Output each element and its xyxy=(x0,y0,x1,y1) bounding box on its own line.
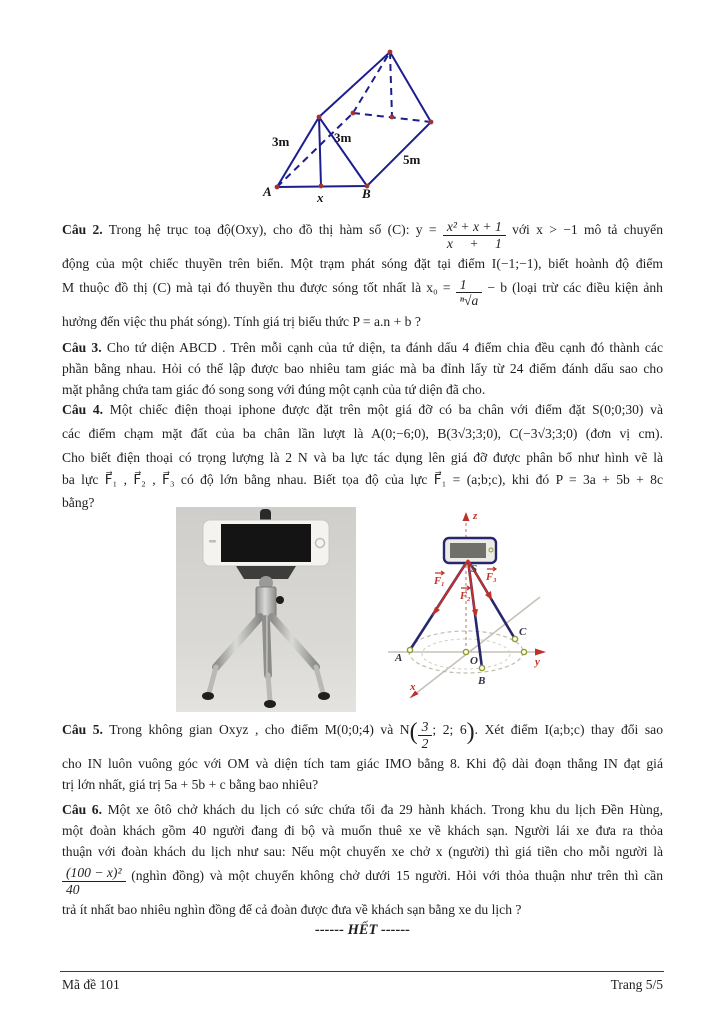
label-B: B xyxy=(478,675,486,687)
question-6-line-3: thuận với đoàn khách du lịch như sau: Nếu một chuyến xe chở x (người) thì giá tiền cho mỗi người là xyxy=(62,844,663,859)
question-3-line-3: mặt phẳng chứa tam giác đó song song với đúng một cạnh của tứ diện đã cho. xyxy=(62,382,486,397)
prism-label-3m-mid: 3m xyxy=(334,130,352,145)
question-4-line-3: Cho biết điện thoại có trọng lượng là 2 N và ba lực tác dụng lên giá đỡ được phân bố như hình vẽ là xyxy=(62,449,663,465)
label-S: S xyxy=(471,563,478,575)
photo-side-knob xyxy=(276,596,284,604)
question-6-line-5: trả ít nhất bao nhiêu nghìn đồng để cả đoàn được đưa về khách sạn bằng xe du lịch ? xyxy=(62,901,522,917)
diagram-force-vectors xyxy=(434,560,490,614)
question-6-line-2: một đoàn khách gồm 40 người đang đi bộ và muốn thuê xe về khách sạn. Người lái xe đưa ra thỏa xyxy=(62,823,663,838)
photo-phone-screen xyxy=(221,524,311,562)
question-4-line-2: các điểm chạm mặt đất của ba chân lần lượt là A(0;−6;0), B(3√3;3;0), C(−3√3;3;0) (đơn vị cm). xyxy=(62,425,663,441)
label-O: O xyxy=(470,655,478,667)
diagram-z-arrow xyxy=(463,512,470,521)
paren-close: ) xyxy=(466,719,475,745)
label-F1: F₁ xyxy=(434,576,445,587)
question-2 xyxy=(62,216,663,332)
footer-exam-code: Mã đề 101 xyxy=(62,977,120,992)
label-z-axis: z xyxy=(473,510,478,522)
question-3 xyxy=(62,337,663,400)
prism-label-A: A xyxy=(263,184,272,199)
label-A: A xyxy=(395,652,403,664)
question-5-line-1: Câu 5. Trong không gian Oxyz , cho điểm M(0;0;4) và N( $\frac{3}{2}$ ; 2; 6). Xét điểm I(a;b;c) thay đổi sao xyxy=(62,719,663,751)
question-4 xyxy=(62,399,663,514)
prism-label-5m: 5m xyxy=(403,152,421,167)
prism-label-x: x xyxy=(317,190,324,205)
question-4-line-1: Câu 4. Một chiếc điện thoại iphone được đặt trên một giá đỡ có ba chân với điểm đặt S(0;0;30) và xyxy=(62,402,663,417)
question-4-label: Câu 4. xyxy=(62,402,104,417)
question-5-line-3: trị lớn nhất, giá trị 5a + 5b + c bằng bao nhiêu? xyxy=(62,776,319,792)
question-6 xyxy=(62,799,663,920)
footer-rule xyxy=(60,971,664,972)
fraction-function: $\frac{\text{x² + x + 1}}{x + 1}$ xyxy=(443,219,506,250)
prism-label-3m-left: 3m xyxy=(272,134,290,149)
question-2-line-4: hưởng đến việc thu phát sóng). Tính giá trị biểu thức P = a.n + b ? xyxy=(62,313,421,329)
phone-tripod-photo xyxy=(176,507,356,712)
question-2-label: Câu 2. xyxy=(62,222,103,237)
page-footer xyxy=(62,977,663,993)
label-y-axis: y xyxy=(535,656,540,668)
question-5 xyxy=(62,716,663,795)
question-6-line-1: Câu 6. Một xe ôtô chở khách du lịch có sức chứa tối đa 29 hành khách. Trong khu du lịch Đền Hùng, xyxy=(62,802,663,817)
question-5-line-2: cho IN luôn vuông góc với OM và diện tích tam giác IMO bằng 8. Khi độ dài đoạn thẳng IN đạt giá xyxy=(62,755,663,771)
question-6-line-4: $\frac{\text{(100 − x)²}}{40}$ (nghìn đồng) và một chuyến không chở dưới 15 người. Hỏi với thỏa thuận như trên thì cần xyxy=(62,865,663,897)
label-C: C xyxy=(519,626,527,638)
diagram-phone-screen xyxy=(450,543,486,558)
footer-page-number: Trang 5/5 xyxy=(610,977,663,992)
question-3-label: Câu 3. xyxy=(62,340,102,355)
end-of-exam-marker: ------ HẾT ------ xyxy=(314,922,410,938)
photo-phone-earpiece xyxy=(209,540,216,543)
question-2-line-2: động của một chiếc thuyền trên biển. Một trạm phát sóng đặt tại điểm I(−1;−1), biết hoành độ điểm xyxy=(62,255,663,271)
label-F2: F₂ xyxy=(460,591,471,602)
prism-figure xyxy=(256,30,526,210)
question-2-line-1: Câu 2. Trong hệ trục toạ độ(Oxy), cho đồ thị hàm số (C): y = $\frac{\text{x² + x + 1}}{x + 1}$ với x > −1 mô tả chuyển xyxy=(62,219,663,251)
question-4-line-5: bằng? xyxy=(62,495,95,510)
question-6-label: Câu 6. xyxy=(62,802,102,817)
question-3-line-2: phần bằng nhau. Hỏi có thể lập được bao nhiêu tam giác mà ba đỉnh lấy từ 24 điểm đánh dấu sao cho xyxy=(62,361,663,376)
diagram-y-arrow xyxy=(535,649,546,656)
question-5-label: Câu 5. xyxy=(62,722,103,737)
question-3-line-1: Câu 3. Cho tứ diện ABCD . Trên mỗi cạnh của tứ diện, ta đánh dấu 4 điểm chia đều cạnh đó thành các xyxy=(62,340,663,355)
prism-label-B: B xyxy=(362,186,371,201)
fraction-x0: $\frac{1}{\text{ⁿ√a}}$ xyxy=(456,277,483,308)
paren-open: ( xyxy=(409,719,418,745)
label-x-axis: x xyxy=(410,681,416,693)
question-4-line-4: ba lực F⃗₁ , F⃗₂ , F⃗₃ có độ lớn bằng nhau. Biết tọa độ của lực F⃗₁ = (a;b;c), khi đó P = 3a + 5b + 8c xyxy=(62,472,663,487)
question-2-line-3: M thuộc đồ thị (C) mà tại đó thuyền thu được sóng tốt nhất là x₀ = $\frac{1}{\text{ⁿ√a}}$ − b (loại trừ các điều kiện ảnh xyxy=(62,277,663,309)
fraction-3-2: $\frac{3}{2}$ xyxy=(418,719,433,750)
label-F3: F₃ xyxy=(486,572,497,583)
diagram-ground-points xyxy=(407,636,526,670)
fraction-price: $\frac{\text{(100 − x)²}}{40}$ xyxy=(62,865,126,896)
force-diagram xyxy=(388,504,633,719)
